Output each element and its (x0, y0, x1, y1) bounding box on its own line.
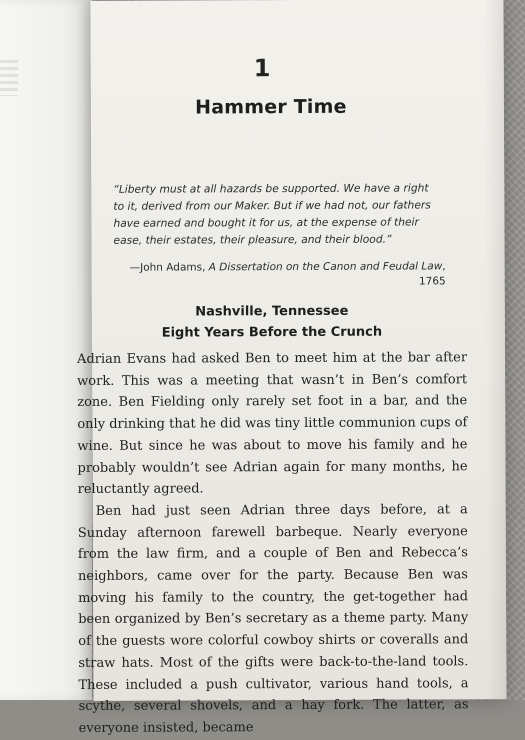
page-edge-shadow (483, 0, 506, 699)
scene-heading (92, 300, 452, 344)
paragraph: Adrian Evans had asked Ben to meet him at the bar after work. This was a meeting that wasn’t in Ben’s comfort zone. Ben Fielding only rarely set foot in a bar, and the only drinking that he did was tiny little communion cups of wine. But since he was about to move his family and he probably wouldn’t see Adrian again for many months, he reluctantly agreed. (77, 350, 468, 498)
chapter-title: Hammer Time (195, 95, 347, 119)
epigraph-author: —John Adams, (129, 261, 209, 274)
scene-location: Nashville, Tennessee (195, 303, 349, 320)
paragraph: Ben had just seen Adrian three days before, at a Sunday afternoon farewell barbeque. Nearly everyone from the law firm, and a couple of Ben and Rebecca’s neighbors, came over for the party. Because Ben was moving his family to the country, the get-together had been organized by Ben’s secretary as a theme party. Many of the guests wore colorful cowboy shirts or coveralls and straw hats. Most of the gifts were back-to-the-land tools. These included a push cultivator, various hand tools, a scythe, several shovels, and a hay fork. The latter, as everyone insisted, became (77, 502, 469, 736)
chapter-body (77, 347, 469, 739)
epigraph-year: , 1765 (418, 260, 446, 288)
chapter-number: 1 (253, 54, 271, 83)
epigraph-attribution (126, 259, 446, 290)
epigraph-quote: “Liberty must at all hazards be supported. We have a right to it, derived from our Maker. But if we had not, our fathers have earned and bought it for us, at the expense of their ease, their estates, their pleasure, and their blood.” (113, 181, 431, 247)
scene-time: Eight Years Before the Crunch (161, 324, 383, 341)
book-page (77, 0, 506, 736)
epigraph-work: A Dissertation on the Canon and Feudal Law (208, 260, 443, 274)
left-page-mark (0, 60, 18, 96)
